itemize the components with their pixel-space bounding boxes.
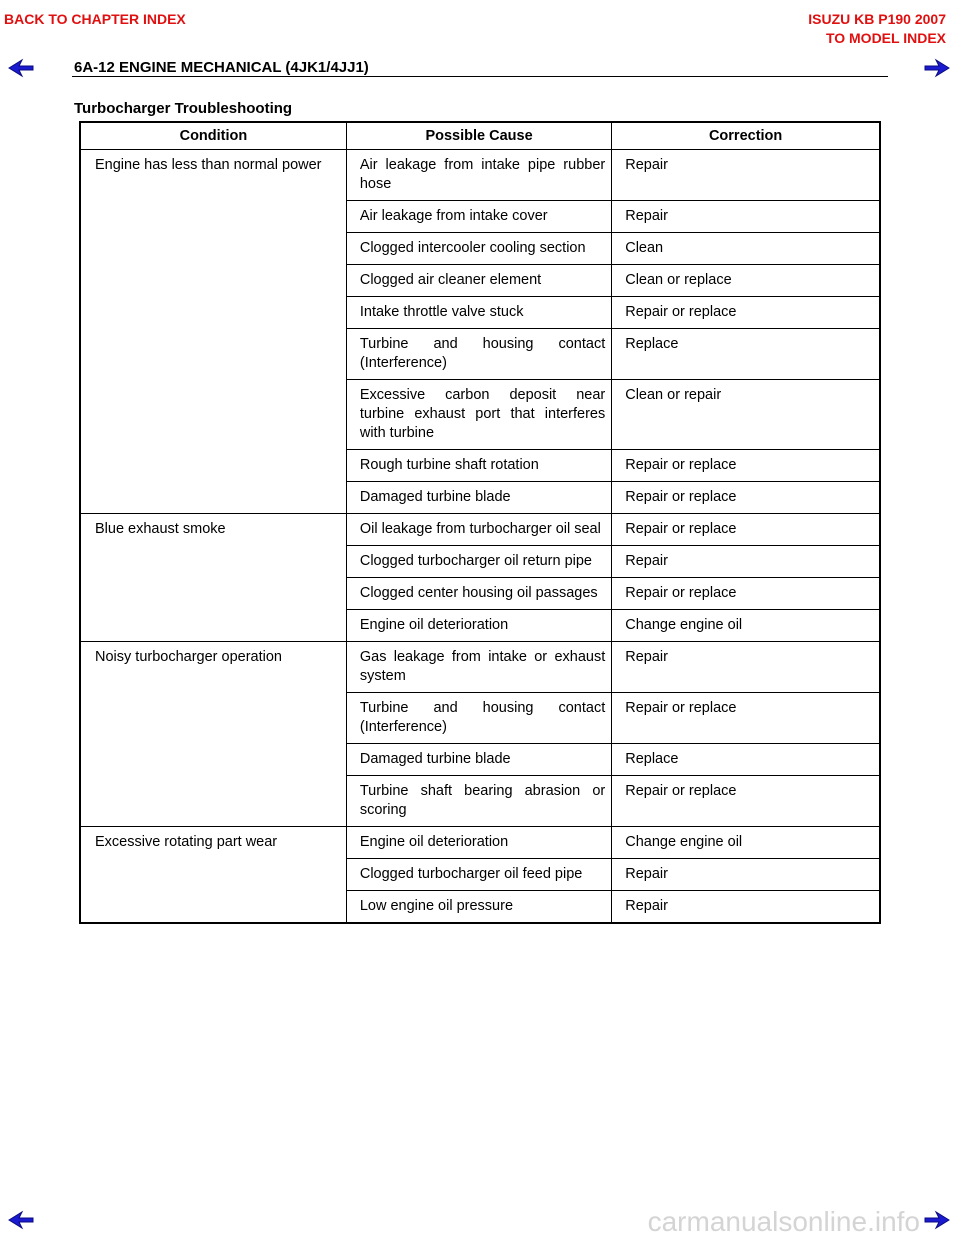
correction-cell: Repair — [612, 201, 880, 233]
correction-cell: Replace — [612, 329, 880, 380]
condition-cell: Blue exhaust smoke — [80, 514, 346, 642]
correction-cell: Change engine oil — [612, 610, 880, 642]
table-row — [80, 150, 880, 201]
correction-cell: Clean — [612, 233, 880, 265]
condition-cell: Excessive rotating part wear — [80, 827, 346, 924]
correction-cell: Repair or replace — [612, 776, 880, 827]
possible-cause-cell: Oil leakage from turbocharger oil seal — [346, 514, 611, 546]
correction-cell: Clean or replace — [612, 265, 880, 297]
possible-cause-cell: Gas leakage from intake or exhaust system — [346, 642, 611, 693]
possible-cause-cell: Turbine and housing contact (Interference) — [346, 329, 611, 380]
page-heading: 6A-12 ENGINE MECHANICAL (4JK1/4JJ1) — [74, 59, 369, 76]
possible-cause-cell: Clogged turbocharger oil return pipe — [346, 546, 611, 578]
column-header-correction: Correction — [612, 122, 880, 150]
heading-divider — [72, 76, 888, 77]
correction-cell: Repair or replace — [612, 450, 880, 482]
table-row — [80, 514, 880, 546]
correction-cell: Replace — [612, 744, 880, 776]
possible-cause-cell: Clogged air cleaner element — [346, 265, 611, 297]
possible-cause-cell: Clogged intercooler cooling section — [346, 233, 611, 265]
correction-cell: Repair — [612, 546, 880, 578]
correction-cell: Change engine oil — [612, 827, 880, 859]
correction-cell: Repair or replace — [612, 578, 880, 610]
right-arrow-icon[interactable] — [924, 58, 950, 78]
correction-cell: Repair — [612, 891, 880, 924]
possible-cause-cell: Intake throttle valve stuck — [346, 297, 611, 329]
model-title-link[interactable]: ISUZU KB P190 2007 — [808, 11, 946, 27]
table-row — [80, 827, 880, 859]
column-header-possible-cause: Possible Cause — [346, 122, 611, 150]
possible-cause-cell: Rough turbine shaft rotation — [346, 450, 611, 482]
back-to-chapter-index-link[interactable]: BACK TO CHAPTER INDEX — [4, 11, 186, 27]
correction-cell: Repair — [612, 150, 880, 201]
troubleshooting-table — [79, 121, 881, 924]
correction-cell: Repair or replace — [612, 693, 880, 744]
to-model-index-link[interactable]: TO MODEL INDEX — [825, 30, 946, 46]
correction-cell: Repair or replace — [612, 482, 880, 514]
condition-cell: Engine has less than normal power — [80, 150, 346, 514]
section-title: Turbocharger Troubleshooting — [74, 100, 293, 117]
correction-cell: Clean or repair — [612, 380, 880, 450]
correction-cell: Repair — [612, 859, 880, 891]
table-row — [80, 642, 880, 693]
correction-cell: Repair or replace — [612, 514, 880, 546]
possible-cause-cell: Excessive carbon deposit near turbine exhaust port that interferes with turbine — [346, 380, 611, 450]
column-header-condition: Condition — [80, 122, 346, 150]
right-arrow-icon[interactable] — [924, 1210, 950, 1230]
possible-cause-cell: Clogged turbocharger oil feed pipe — [346, 859, 611, 891]
possible-cause-cell: Air leakage from intake pipe rubber hose — [346, 150, 611, 201]
possible-cause-cell: Engine oil deterioration — [346, 610, 611, 642]
possible-cause-cell: Turbine shaft bearing abrasion or scoring — [346, 776, 611, 827]
possible-cause-cell: Engine oil deterioration — [346, 827, 611, 859]
possible-cause-cell: Damaged turbine blade — [346, 744, 611, 776]
left-arrow-icon[interactable] — [8, 58, 34, 78]
correction-cell: Repair or replace — [612, 297, 880, 329]
possible-cause-cell: Air leakage from intake cover — [346, 201, 611, 233]
possible-cause-cell: Low engine oil pressure — [346, 891, 611, 924]
correction-cell: Repair — [612, 642, 880, 693]
possible-cause-cell: Damaged turbine blade — [346, 482, 611, 514]
table-header-row — [80, 122, 880, 150]
possible-cause-cell: Turbine and housing contact (Interference) — [346, 693, 611, 744]
left-arrow-icon[interactable] — [8, 1210, 34, 1230]
watermark: carmanualsonline.info — [647, 1206, 920, 1237]
possible-cause-cell: Clogged center housing oil passages — [346, 578, 611, 610]
condition-cell: Noisy turbocharger operation — [80, 642, 346, 827]
